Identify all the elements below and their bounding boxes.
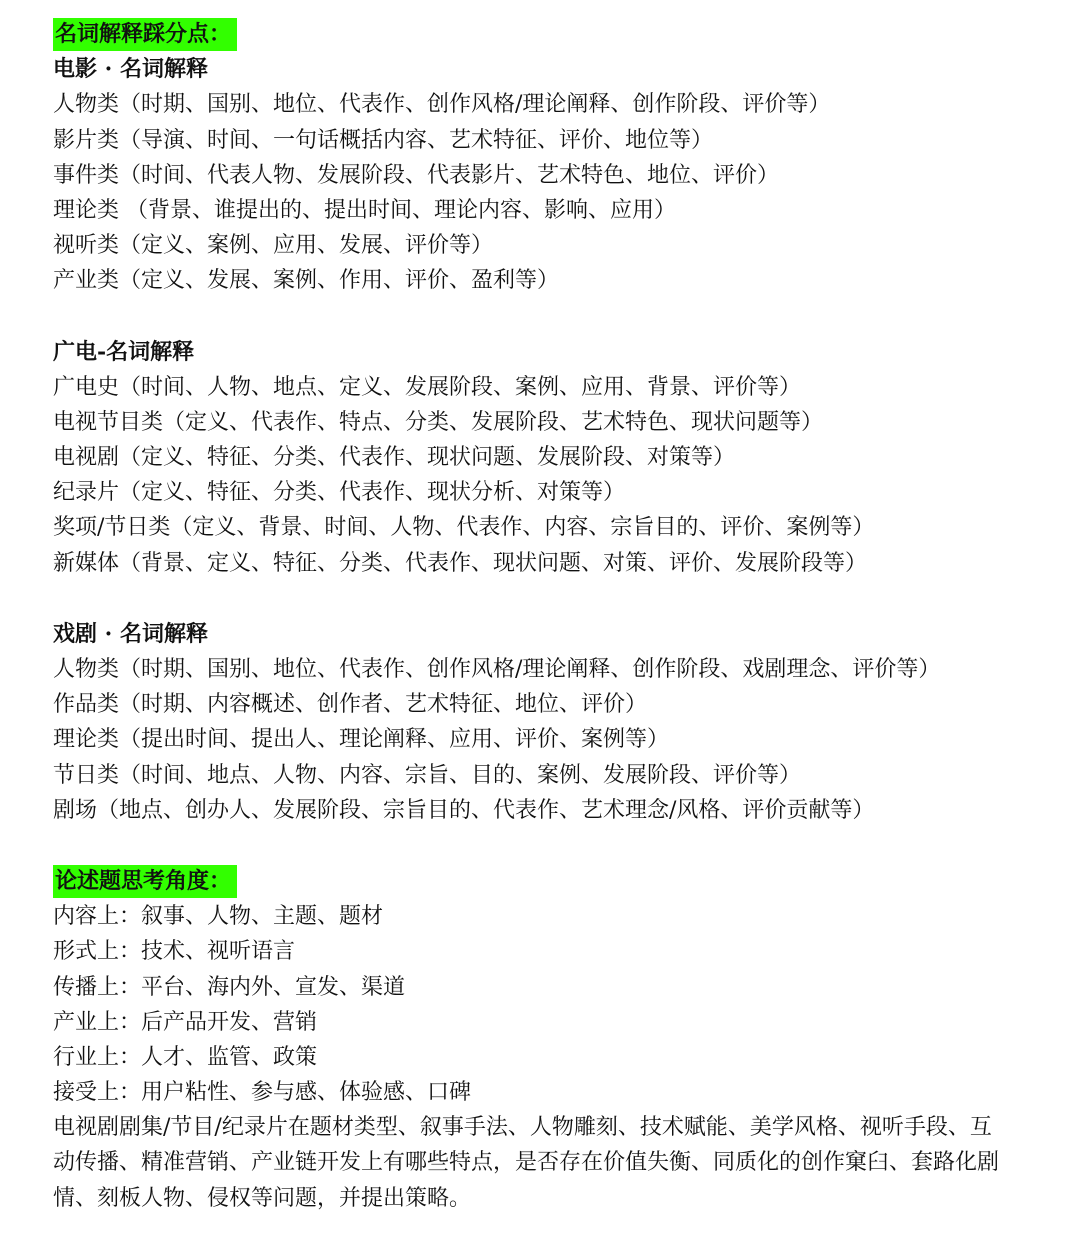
essay-angle-item: 产业上：后产品开发、营销 [53, 1009, 318, 1035]
broadcast-item: 电视剧（定义、特征、分类、代表作、现状问题、发展阶段、对策等） [53, 445, 736, 471]
film-section [53, 52, 1053, 298]
broadcast-item: 新媒体（背景、定义、特征、分类、代表作、现状问题、对策、评价、发展阶段等） [53, 550, 868, 576]
broadcast-item: 电视节目类（定义、代表作、特点、分类、发展阶段、艺术特色、现状问题等） [53, 409, 824, 435]
essay-summary-paragraph: 电视剧剧集/节目/纪录片在题材类型、叙事手法、人物雕刻、技术赋能、美学风格、视听手段、互动传播、精准营销、产业链开发上有哪些特点，是否存在价值失衡、同质化的创作窠臼、套路化剧情、刻板人物、侵权等问题，并提出策略。 [53, 1115, 1000, 1211]
essay-angle-item: 传播上：平台、海内外、宣发、渠道 [53, 974, 406, 1000]
essay-angle-item: 形式上：技术、视听语言 [53, 939, 296, 965]
essay-heading: 论述题思考角度： [53, 865, 237, 898]
section-spacer [53, 581, 1053, 617]
scoring-points-section [53, 17, 1053, 52]
broadcast-section [53, 335, 1053, 581]
film-item: 理论类 （背景、谁提出的、提出时间、理论内容、影响、应用） [53, 197, 676, 223]
drama-item: 节日类（时间、地点、人物、内容、宗旨、目的、案例、发展阶段、评价等） [53, 762, 802, 788]
drama-section [53, 617, 1053, 828]
document-body [53, 17, 1053, 1216]
scoring-points-heading: 名词解释踩分点： [53, 18, 237, 51]
drama-item: 作品类（时期、内容概述、创作者、艺术特征、地位、评价） [53, 692, 648, 718]
film-item: 影片类（导演、时间、一句话概括内容、艺术特征、评价、地位等） [53, 127, 714, 153]
drama-section-title: 戏剧 · 名词解释 [53, 620, 208, 647]
film-section-title: 电影 · 名词解释 [53, 56, 208, 83]
broadcast-item: 纪录片（定义、特征、分类、代表作、现状分析、对策等） [53, 480, 626, 506]
broadcast-section-title: 广电-名词解释 [53, 338, 195, 365]
film-item: 人物类（时期、国别、地位、代表作、创作风格/理论阐释、创作阶段、评价等） [53, 92, 831, 118]
essay-angle-item: 内容上：叙事、人物、主题、题材 [53, 904, 384, 930]
drama-item: 理论类（提出时间、提出人、理论阐释、应用、评价、案例等） [53, 727, 670, 753]
drama-item: 人物类（时期、国别、地位、代表作、创作风格/理论阐释、创作阶段、戏剧理念、评价等） [53, 657, 941, 682]
essay-angle-item: 行业上：人才、监管、政策 [53, 1044, 318, 1070]
film-item: 产业类（定义、发展、案例、作用、评价、盈利等） [53, 268, 560, 294]
section-spacer [53, 828, 1053, 864]
essay-angle-item: 接受上：用户粘性、参与感、体验感、口碑 [53, 1080, 472, 1106]
broadcast-item: 广电史（时间、人物、地点、定义、发展阶段、案例、应用、背景、评价等） [53, 374, 802, 400]
essay-section [53, 864, 1053, 1216]
drama-item: 剧场（地点、创办人、发展阶段、宗旨目的、代表作、艺术理念/风格、评价贡献等） [53, 797, 875, 823]
film-item: 视听类（定义、案例、应用、发展、评价等） [53, 233, 494, 259]
film-item: 事件类（时间、代表人物、发展阶段、代表影片、艺术特色、地位、评价） [53, 162, 780, 188]
section-spacer [53, 299, 1053, 335]
scoring-points-heading-line [53, 17, 1053, 52]
broadcast-item: 奖项/节日类（定义、背景、时间、人物、代表作、内容、宗旨目的、评价、案例等） [53, 515, 875, 541]
essay-heading-line [53, 864, 1053, 899]
